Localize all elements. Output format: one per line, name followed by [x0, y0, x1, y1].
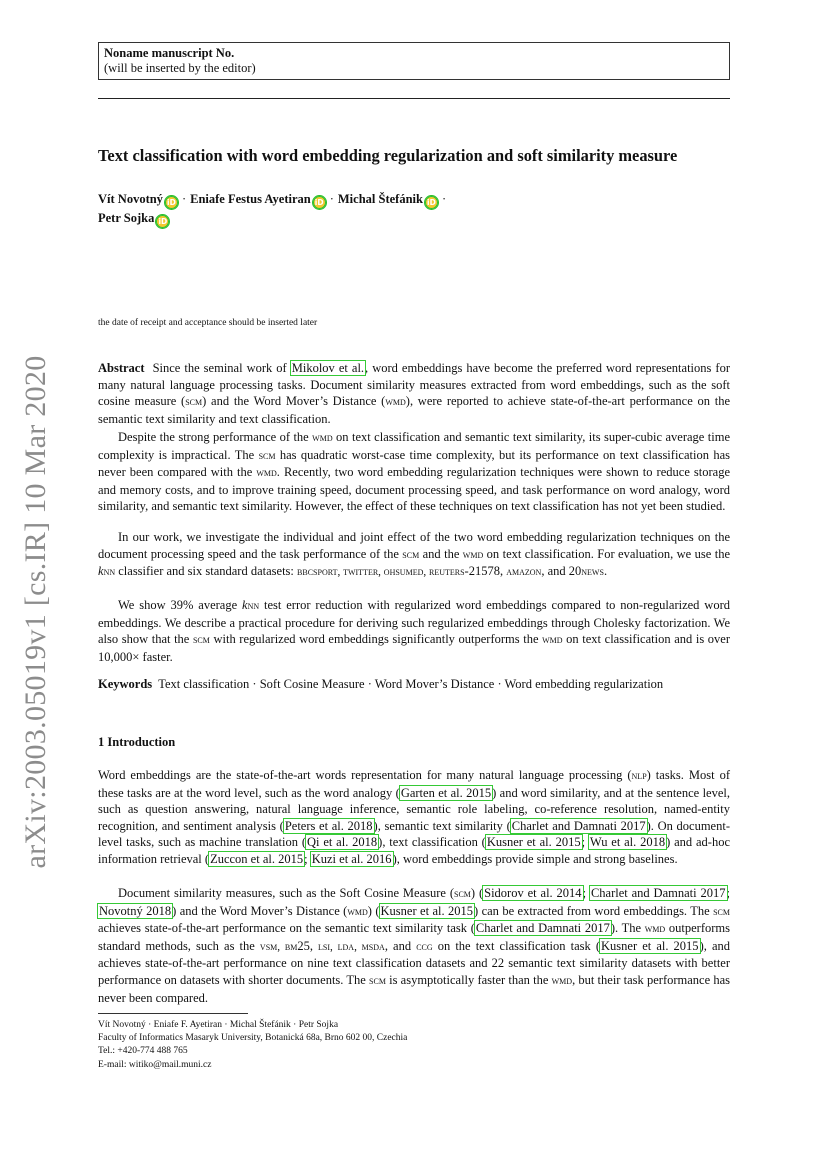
citation-link[interactable]: Novotný 2018	[99, 903, 172, 918]
author-separator: ·	[329, 192, 334, 206]
editor-note: (will be inserted by the editor)	[104, 61, 256, 75]
intro-paragraph-2: Document similarity measures, such as the Soft Cosine Measure (scm) (Sidorov et al. 2014; Charlet and Damnati 2017; Novotný 2018) and the Word Mover’s Distance (wmd) (Kusner et al. 2015) can be extracted from word embeddings. The scm achieves state-of-the-art performance on the semantic text similarity task (Charlet and Damnati 2017). The wmd outperforms standard methods, such as the vsm, bm25, lsi, lda, msda, and ccg on the text classification task (Kusner et al. 2015), and achieves state-of-the-art performance on nine text classification datasets and 22 semantic text similarity datasets with better performance on datasets with shorter documents. The scm is asymptotically faster than the wmd, but their task performance has never been compared.	[98, 886, 730, 1005]
abstract-paragraph-3: In our work, we investigate the individual and joint effect of the two word embedding regularization techniques on the document processing speed and the task performance of the scm and the wmd on text classification. For evaluation, we use the knn classifier and six standard datasets: bbcsport, twitter, ohsumed, reuters-21578, amazon, and 20news.	[98, 530, 730, 579]
citation-link[interactable]: Kusner et al. 2015	[601, 938, 699, 953]
orcid-icon[interactable]: iD	[425, 196, 438, 209]
author-separator: ·	[441, 192, 447, 206]
footnote-rule	[98, 1013, 248, 1014]
manuscript-number: Noname manuscript No.	[104, 46, 235, 60]
arxiv-identifier-text: arXiv:2003.05019v1 [cs.IR] 10 Mar 2020	[19, 355, 52, 869]
received-date-note: the date of receipt and acceptance should be inserted later	[98, 318, 318, 328]
footnote-telephone: Tel.: +420-774 488 765	[98, 1046, 188, 1057]
abstract-paragraph-1: Abstract Since the seminal work of Mikolov et al., word embeddings have become the preferred word representations for many natural language processing tasks. Document similarity measures extracted from word embeddings, such as the soft cosine measure (scm) and the Word Mover’s Distance (wmd), were reported to achieve state-of-the-art performance on the semantic text similarity and text classification.	[98, 361, 730, 426]
abstract-paragraph-4: We show 39% average knn test error reduction with regularized word embeddings compared to non-regularized word embeddings. We describe a practical procedure for deriving such regularized embeddings through Cholesky factorization. We also show that the scm with regularized word embeddings significantly outperforms the wmd on text classification and is over 10,000× faster.	[98, 598, 731, 664]
footnote-authors: Vít Novotný · Eniafe F. Ayetiran · Michal Štefánik · Petr Sojka	[98, 1020, 339, 1030]
citation-link[interactable]: Charlet and Damnati 2017	[475, 921, 610, 936]
intro-paragraph-1: Word embeddings are the state-of-the-art words representation for many natural language processing (nlp) tasks. Most of these tasks are at the word level, such as the word analogy (Garten et al. 2015) and word similarity, and at the sentence level, such as question answering, natural language inference, semantic role labeling, co-reference resolution, named-entity recognition, and sentiment analysis (Peters et al. 2018), semantic text similarity (Charlet and Damnati 2017). On document-level tasks, such as machine translation (Qi et al. 2018), text classification (Kusner et al. 2015; Wu et al. 2018) and ad-hoc information retrieval (Zuccon et al. 2015; Kuzi et al. 2016), word embeddings provide simple and strong baselines.	[98, 768, 730, 866]
orcid-icon[interactable]: iD	[313, 196, 326, 209]
citation-link[interactable]: Mikolov et al.	[291, 361, 365, 375]
section-heading: 1 Introduction	[98, 735, 176, 749]
author-name: Vít Novotný	[98, 192, 163, 206]
citation-link[interactable]: Garten et al. 2015	[400, 785, 492, 800]
citation-link[interactable]: Kuzi et al. 2016	[311, 851, 392, 866]
orcid-icon[interactable]: iD	[156, 215, 169, 228]
citation-link[interactable]: Sidorov et al. 2014	[484, 886, 582, 900]
manuscript-info-box	[98, 42, 730, 80]
abstract-paragraph-2: Despite the strong performance of the wmd on text classification and semantic text similarity, its super-cubic average time complexity is impractical. The scm has quadratic worst-case time complexity, but its performance on text classification has never been compared with the wmd. Recently, two word embedding regularization techniques were shown to reduce storage and memory costs, and to improve training speed, document processing speed, and task performance on word analogy, word similarity, and semantic text similarity. However, the effect of these techniques on text classification has not yet been studied.	[98, 430, 731, 514]
citation-link[interactable]: Charlet and Damnati 2017	[511, 818, 646, 833]
paper-title: Text classification with word embedding regularization and soft similarity measure	[98, 146, 678, 165]
author-name: Petr Sojka	[98, 211, 155, 225]
header-rule	[98, 98, 730, 99]
author-name: Eniafe Festus Ayetiran	[190, 192, 311, 206]
citation-link[interactable]: Zuccon et al. 2015	[210, 851, 304, 866]
author-name: Michal Štefánik	[337, 192, 423, 206]
author-separator: ·	[181, 192, 187, 206]
orcid-icon[interactable]: iD	[165, 196, 178, 209]
keywords-line	[98, 676, 730, 693]
keywords-heading: Keywords	[98, 677, 153, 691]
citation-link[interactable]: Peters et al. 2018	[284, 818, 373, 833]
citation-link[interactable]: Wu et al. 2018	[589, 835, 666, 850]
citation-link[interactable]: Qi et al. 2018	[307, 835, 378, 850]
footnote-affiliation: Faculty of Informatics Masaryk University, Botanická 68a, Brno 602 00, Czechia	[98, 1033, 408, 1044]
citation-link[interactable]: Kusner et al. 2015	[380, 903, 473, 918]
keywords-text: Text classification · Soft Cosine Measure · Word Mover’s Distance · Word embedding regularization	[158, 677, 664, 691]
footnote-email: E-mail: witiko@mail.muni.cz	[98, 1059, 212, 1070]
abstract-heading: Abstract	[98, 361, 145, 375]
author-footnote	[98, 1019, 730, 1072]
author-list	[98, 190, 730, 228]
citation-link[interactable]: Charlet and Damnati 2017	[590, 886, 726, 900]
citation-link[interactable]: Kusner et al. 2015	[486, 835, 581, 850]
